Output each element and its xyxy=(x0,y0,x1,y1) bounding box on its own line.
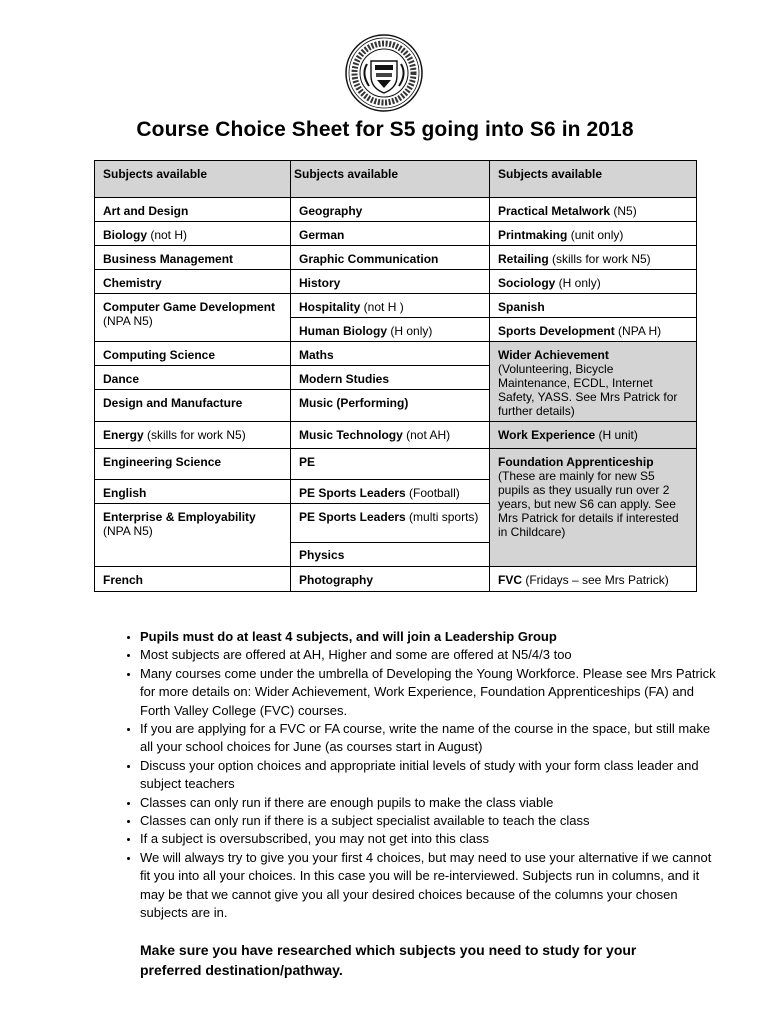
subject-sociology-note: (H only) xyxy=(555,276,601,290)
page-title: Course Choice Sheet for S5 going into S6 in 2018 xyxy=(136,118,634,141)
subject-metalwork-note: (N5) xyxy=(610,204,637,218)
list-item: • Classes can only run if there are enough pupils to make the class viable xyxy=(140,794,720,812)
subject-computing: Computing Science xyxy=(103,348,216,362)
list-item-text: Pupils must do at least 4 subjects, and will join a Leadership Group xyxy=(140,629,557,644)
column-header-3: Subjects available xyxy=(490,161,697,198)
subject-history: History xyxy=(299,276,341,290)
subject-dance: Dance xyxy=(103,372,140,386)
subject-wider-achievement: Wider Achievement xyxy=(498,348,609,362)
subject-music-performing: Music (Performing) xyxy=(299,396,409,410)
subject-sports-development-note: (NPA H) xyxy=(614,324,662,338)
subject-pe-sports-leaders-football-note: (Football) xyxy=(405,486,460,500)
subject-fvc: FVC xyxy=(498,573,522,587)
subject-metalwork: Practical Metalwork xyxy=(498,204,611,218)
subject-biology: Biology xyxy=(103,228,147,242)
list-item xyxy=(140,628,720,646)
subject-music-technology-note: (not AH) xyxy=(402,428,451,442)
subject-design: Design and Manufacture xyxy=(103,396,243,410)
subject-retailing: Retailing xyxy=(498,252,549,266)
subject-physics: Physics xyxy=(299,548,345,562)
subject-hospitality: Hospitality xyxy=(299,300,361,314)
subject-spanish: Spanish xyxy=(498,300,545,314)
subject-english: English xyxy=(103,486,147,500)
subject-energy-note: (skills for work N5) xyxy=(143,428,246,442)
subject-printmaking: Printmaking xyxy=(498,228,568,242)
subject-pe-sports-leaders-multi-note: (multi sports) xyxy=(405,510,479,524)
subject-geography: Geography xyxy=(299,204,363,218)
column-header-1: Subjects available xyxy=(95,161,291,198)
subject-chemistry: Chemistry xyxy=(103,276,162,290)
subject-computer-game-note: (NPA N5) xyxy=(103,314,153,328)
subject-fvc-note: (Fridays – see Mrs Patrick) xyxy=(522,573,669,587)
subject-work-experience: Work Experience xyxy=(498,428,596,442)
subject-art: Art and Design xyxy=(103,204,189,218)
subject-work-experience-note: (H unit) xyxy=(595,428,638,442)
subject-enterprise: Enterprise & Employability xyxy=(103,510,256,524)
list-item: • Discuss your option choices and appropriate initial levels of study with your form class leader and subject teachers xyxy=(140,757,720,794)
guidance-list xyxy=(110,628,720,923)
subject-pe-sports-leaders-multi: PE Sports Leaders xyxy=(299,510,406,524)
subject-sociology: Sociology xyxy=(498,276,556,290)
subject-human-biology: Human Biology xyxy=(299,324,388,338)
subject-computer-game: Computer Game Development xyxy=(103,300,276,314)
subject-printmaking-note: (unit only) xyxy=(567,228,624,242)
list-item: • Classes can only run if there is a subject specialist available to teach the class xyxy=(140,812,720,830)
subject-enterprise-note: (NPA N5) xyxy=(103,524,153,538)
subject-biology-note: (not H) xyxy=(147,228,188,242)
list-item: • We will always try to give you your first 4 choices, but may need to use your alternative if we cannot fit you into all your choices. In this case you will be re-interviewed. Subjects run in columns, and it may be that we cannot give you all your desired choices because of the columns your chosen subjects are in. xyxy=(140,849,720,923)
subject-business: Business Management xyxy=(103,252,234,266)
subject-hospitality-note: (not H ) xyxy=(360,300,404,314)
subject-wider-achievement-note: (Volunteering, Bicycle Maintenance, ECDL, Internet Safety, YASS. See Mrs Patrick for further details) xyxy=(498,362,678,418)
subject-energy: Energy xyxy=(103,428,144,442)
subject-foundation-apprenticeship-note: (These are mainly for new S5 pupils as they usually run over 2 years, but new S6 can apply. See Mrs Patrick for details if interested in Childcare) xyxy=(498,469,679,539)
subject-pe: PE xyxy=(299,455,316,469)
subject-music-technology: Music Technology xyxy=(299,428,403,442)
subject-german: German xyxy=(299,228,345,242)
subject-human-biology-note: (H only) xyxy=(387,324,433,338)
subject-sports-development: Sports Development xyxy=(498,324,615,338)
list-item: • Most subjects are offered at AH, Higher and some are offered at N5/4/3 too xyxy=(140,646,720,664)
subject-pe-sports-leaders-football: PE Sports Leaders xyxy=(299,486,406,500)
subject-french: French xyxy=(103,573,144,587)
list-item: • Many courses come under the umbrella of Developing the Young Workforce. Please see Mrs Patrick for more details on: Wider Achievement, Work Experience, Foundation Apprenticeships (FA) and Forth Valley College (FVC) courses. xyxy=(140,665,720,720)
closing-reminder: Make sure you have researched which subjects you need to study for your preferred destination/pathway. xyxy=(140,942,637,978)
subjects-table xyxy=(94,160,697,592)
subject-maths: Maths xyxy=(299,348,334,362)
school-crest-logo xyxy=(345,34,423,112)
list-item: • If a subject is oversubscribed, you may not get into this class xyxy=(140,830,720,848)
subject-graphic: Graphic Communication xyxy=(299,252,439,266)
subject-foundation-apprenticeship: Foundation Apprenticeship xyxy=(498,455,654,469)
column-header-2: Subjects available xyxy=(291,161,490,198)
subject-retailing-note: (skills for work N5) xyxy=(548,252,651,266)
subject-photography: Photography xyxy=(299,573,373,587)
subject-modern-studies: Modern Studies xyxy=(299,372,390,386)
list-item: • If you are applying for a FVC or FA course, write the name of the course in the space, but still make all your school choices for June (as courses start in August) xyxy=(140,720,720,757)
subject-engineering: Engineering Science xyxy=(103,455,222,469)
